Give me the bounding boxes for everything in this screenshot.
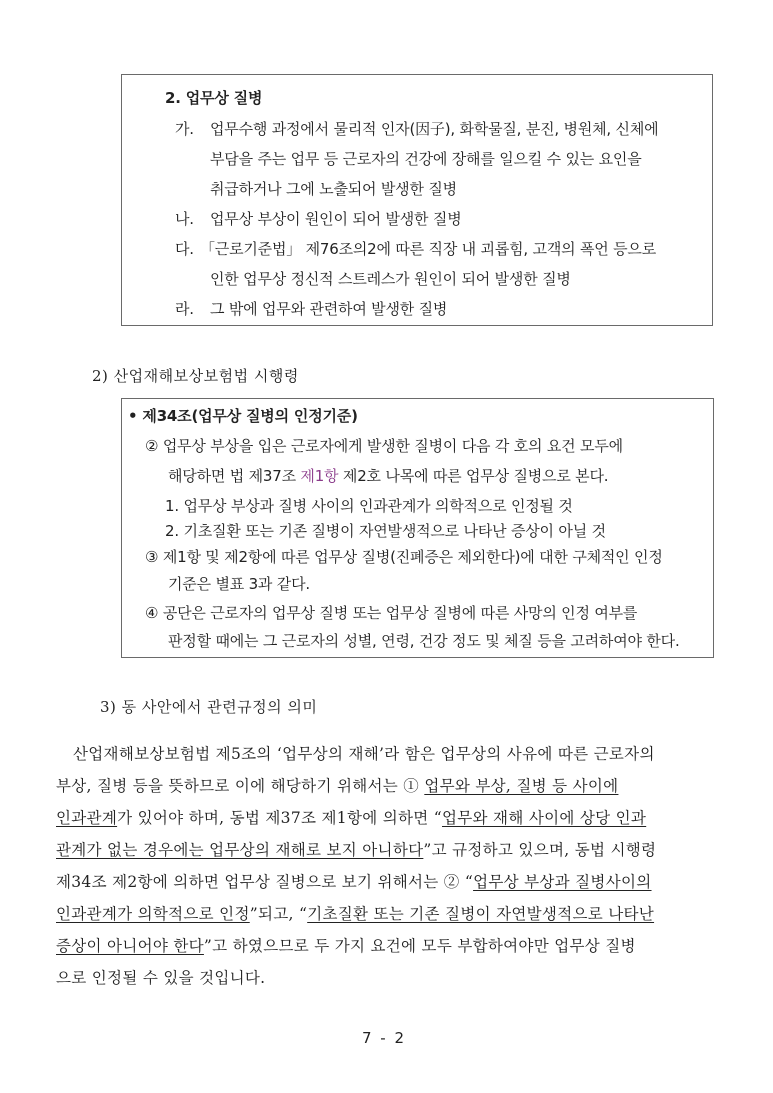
box1-item-ga-line3: 취급하거나 그에 노출되어 발생한 질병 xyxy=(210,180,457,198)
box2-para2-line2 xyxy=(168,466,608,486)
box2-para2-sub2: 2. 기초질환 또는 기존 질병이 자연발생적으로 나타난 증상이 아닐 것 xyxy=(165,522,606,540)
box2-para3-line2: 기준은 별표 3과 같다. xyxy=(168,575,310,593)
body-line-6-text: ”되고, “ xyxy=(249,905,308,923)
box1-item-ga-line2: 부담을 주는 업무 등 근로자의 건강에 장해를 일으킬 수 있는 요인을 xyxy=(210,150,642,168)
box1-title: 2. 업무상 질병 xyxy=(165,89,263,107)
box2-para4-line1: ④ 공단은 근로자의 업무상 질병 또는 업무상 질병에 따른 사망의 인정 여부를 xyxy=(145,604,638,622)
box1-item-ra-line1: 그 밖에 업무와 관련하여 발생한 질병 xyxy=(210,300,448,318)
box1-item-da-marker: 다. xyxy=(175,240,194,258)
body-line-7 xyxy=(56,936,636,956)
box2-para2-line2-a: 해당하면 법 제37조 xyxy=(168,467,301,485)
underlined-phrase: 업무상 부상과 질병사이의 xyxy=(473,873,652,891)
underlined-phrase: 기초질환 또는 기존 질병이 자연발생적으로 나타난 xyxy=(307,905,655,923)
box2-para2-line2-b: 제2호 나목에 따른 업무상 질병으로 본다. xyxy=(338,467,609,485)
box2-para2-line1: ② 업무상 부상을 입은 근로자에게 발생한 질병이 다음 각 호의 요건 모두에 xyxy=(145,437,623,455)
body-line-2 xyxy=(56,776,618,796)
section-heading-meaning: 3) 동 사안에서 관련규정의 의미 xyxy=(100,698,318,716)
box1-item-ga-marker: 가. xyxy=(175,120,194,138)
box2-para4-line2: 판정할 때에는 그 근로자의 성별, 연령, 건강 정도 및 체질 등을 고려하여야 한다. xyxy=(168,632,680,650)
body-line-7-text: ”고 하였으므로 두 가지 요건에 모두 부합하여야만 업무상 질병 xyxy=(203,937,636,955)
body-line-3-text: 가 있어야 하며, 동법 제37조 제1항에 의하면 “ xyxy=(117,809,442,827)
underlined-phrase: 인과관계가 의학적으로 인정 xyxy=(56,905,250,923)
box2-para2-sub1: 1. 업무상 부상과 질병 사이의 인과관계가 의학적으로 인정될 것 xyxy=(165,497,573,515)
body-line-4 xyxy=(56,840,656,860)
box1-item-da-line1: 「근로기준법」 제76조의2에 따른 직장 내 괴롭힘, 고객의 폭언 등으로 xyxy=(200,240,656,258)
underlined-phrase: 관계가 없는 경우에는 업무상의 재해로 보지 아니하다 xyxy=(56,841,424,859)
box2-title: • 제34조(업무상 질병의 인정기준) xyxy=(128,407,358,425)
paragraph-1-reference-link[interactable]: 제1항 xyxy=(300,467,339,485)
box1-item-ga-line1: 업무수행 과정에서 물리적 인자(因子), 화학물질, 분진, 병원체, 신체에 xyxy=(210,120,659,138)
body-line-8: 으로 인정될 수 있을 것입니다. xyxy=(56,969,266,987)
body-line-2-text: 부상, 질병 등을 뜻하므로 이에 해당하기 위해서는 ① xyxy=(56,777,425,795)
underlined-phrase: 업무와 부상, 질병 등 사이에 xyxy=(424,777,619,795)
page-number: 7 - 2 xyxy=(362,1029,407,1047)
underlined-phrase: 증상이 아니어야 한다 xyxy=(56,937,204,955)
box1-item-da-line2: 인한 업무상 정신적 스트레스가 원인이 되어 발생한 질병 xyxy=(210,270,571,288)
underlined-phrase: 업무와 재해 사이에 상당 인과 xyxy=(442,809,647,827)
box1-item-na-marker: 나. xyxy=(175,210,194,228)
body-line-1: 산업재해보상보험법 제5조의 ‘업무상의 재해’라 함은 업무상의 사유에 따른 근로자의 xyxy=(73,745,655,763)
body-line-4-text: ”고 규정하고 있으며, 동법 시행령 xyxy=(423,841,657,859)
box2-para3-line1: ③ 제1항 및 제2항에 따른 업무상 질병(진폐증은 제외한다)에 대한 구체적인 인정 xyxy=(145,548,663,566)
body-line-3 xyxy=(56,808,646,828)
section-heading-enforcement-decree: 2) 산업재해보상보험법 시행령 xyxy=(92,367,299,385)
body-line-5 xyxy=(56,872,652,892)
underlined-phrase: 인과관계 xyxy=(56,809,118,827)
body-line-6 xyxy=(56,904,654,924)
box1-item-ra-marker: 라. xyxy=(175,300,194,318)
box1-item-na-line1: 업무상 부상이 원인이 되어 발생한 질병 xyxy=(210,210,462,228)
body-line-5-text: 제34조 제2항에 의하면 업무상 질병으로 보기 위해서는 ② “ xyxy=(56,873,474,891)
